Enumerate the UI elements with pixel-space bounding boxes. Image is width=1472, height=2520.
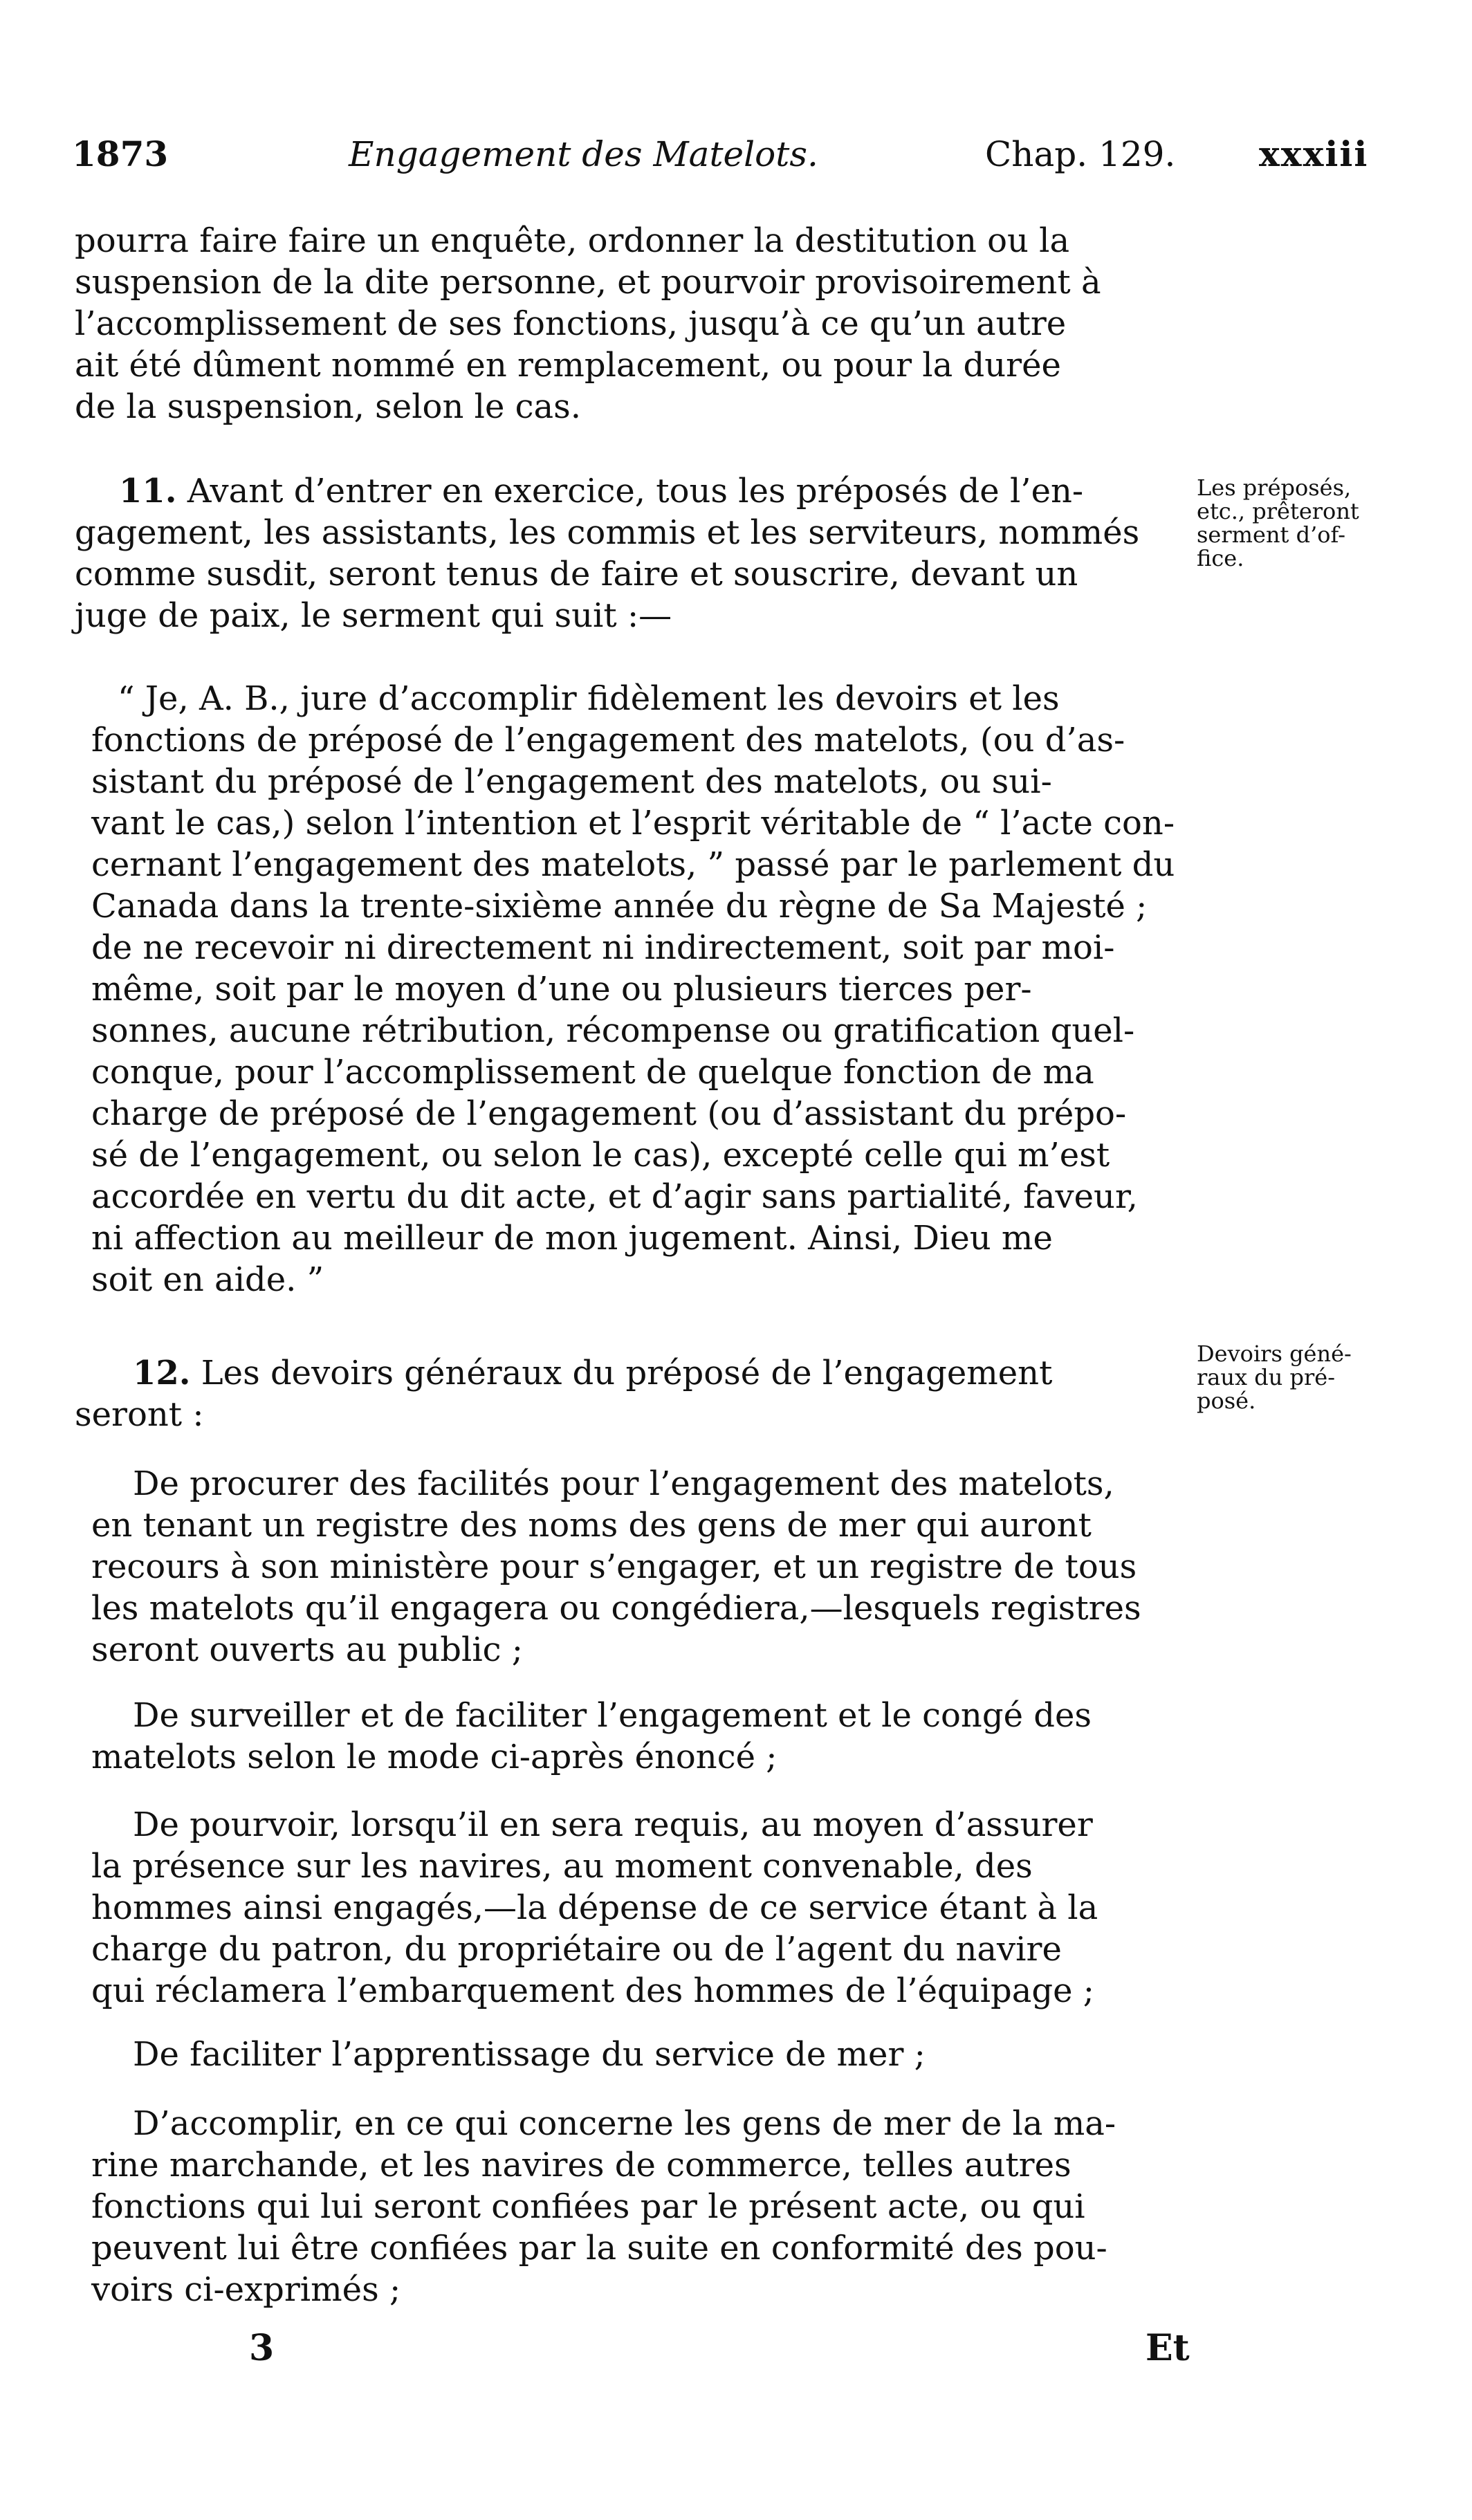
text-line: de la suspension, selon le cas. — [75, 387, 582, 426]
margin-line: fice. — [1197, 545, 1244, 571]
margin-line: serment d’of- — [1197, 522, 1346, 548]
text-line: de ne recevoir ni directement ni indirectement, soit par moi- — [91, 928, 1115, 967]
duty-paragraph-3 — [91, 1804, 1184, 2012]
text-line — [91, 2103, 1184, 2144]
margin-note-section-11 — [1197, 476, 1446, 570]
section-12 — [75, 1352, 1181, 1435]
text-line: sonnes, aucune rétribution, récompense ou gratification quel- — [91, 1011, 1135, 1050]
text-line: hommes ainsi engagés,—la dépense de ce service étant à la — [91, 1888, 1098, 1927]
text-line: conque, pour l’accomplissement de quelque fonction de ma — [91, 1053, 1094, 1092]
text-line: juge de paix, le serment qui suit :— — [75, 596, 672, 635]
text-line: seront : — [75, 1395, 204, 1434]
text-line — [91, 678, 1184, 719]
header-page-number: xxxiii — [1259, 134, 1369, 174]
duty-paragraph-1 — [91, 1463, 1184, 1671]
text-line: en tenant un registre des noms des gens de mer qui auront — [91, 1506, 1092, 1545]
text-line: pourra faire faire un enquête, ordonner la destitution ou la — [75, 221, 1070, 260]
duty-paragraph-4 — [91, 2034, 1184, 2075]
text-line: rine marchande, et les navires de commerce, telles autres — [91, 2146, 1071, 2185]
text-line: qui réclamera l’embarquement des hommes de l’équipage ; — [91, 1971, 1094, 2010]
text-line: gagement, les assistants, les commis et les serviteurs, nommés — [75, 513, 1140, 552]
section-number: 12. — [133, 1354, 191, 1392]
text-line: vant le cas,) selon l’intention et l’esprit véritable de “ l’acte con- — [91, 804, 1175, 843]
text-line: sé de l’engagement, ou selon le cas), excepté celle qui m’est — [91, 1136, 1110, 1175]
duty-line: De surveiller et de faciliter l’engagement et le congé des — [133, 1696, 1092, 1735]
text-line: ni affection au meilleur de mon jugement. Ainsi, Dieu me — [91, 1219, 1053, 1258]
margin-note-section-12 — [1197, 1342, 1446, 1413]
text-line — [91, 1804, 1184, 1846]
paragraph-intro — [75, 220, 1181, 427]
section-number: 11. — [119, 472, 177, 511]
catchword: Et — [1146, 2327, 1190, 2369]
header-title: Engagement des Matelots. — [349, 134, 818, 174]
text-line: accordée en vertu du dit acte, et d’agir sans partialité, faveur, — [91, 1177, 1138, 1216]
text-line: charge du patron, du propriétaire ou de l’agent du navire — [91, 1930, 1062, 1969]
section-text: Les devoirs généraux du préposé de l’engagement — [201, 1354, 1053, 1392]
duty-line: De faciliter l’apprentissage du service de mer ; — [133, 2035, 926, 2074]
text-line: fonctions qui lui seront confiées par le présent acte, ou qui — [91, 2187, 1085, 2226]
text-line — [75, 470, 1181, 512]
header-chapter: Chap. 129. — [985, 134, 1176, 174]
text-line: peuvent lui être confiées par la suite en conformité des pou- — [91, 2229, 1107, 2268]
text-line: fonctions de préposé de l’engagement des matelots, (ou d’as- — [91, 721, 1125, 760]
header-year: 1873 — [72, 134, 169, 174]
signature-mark: 3 — [249, 2327, 275, 2369]
oath-quote — [91, 678, 1184, 1300]
text-line: voirs ci-exprimés ; — [91, 2270, 401, 2309]
text-line — [91, 1695, 1184, 1736]
text-line: cernant l’engagement des matelots, ” passé par le parlement du — [91, 845, 1175, 884]
duty-paragraph-5 — [91, 2103, 1184, 2310]
text-line: charge de préposé de l’engagement (ou d’assistant du prépo- — [91, 1094, 1127, 1133]
text-line: ait été dûment nommé en remplacement, ou pour la durée — [75, 346, 1061, 385]
duty-line: D’accomplir, en ce qui concerne les gens de mer de la ma- — [133, 2104, 1116, 2143]
text-line: comme susdit, seront tenus de faire et souscrire, devant un — [75, 555, 1078, 594]
text-line: l’accomplissement de ses fonctions, jusqu’à ce qu’un autre — [75, 304, 1067, 343]
margin-line: posé. — [1197, 1388, 1256, 1414]
section-11 — [75, 470, 1181, 636]
page-footer — [0, 2324, 1472, 2373]
duty-line: De procurer des facilités pour l’engagement des matelots, — [133, 1464, 1114, 1503]
margin-line: Devoirs géné- — [1197, 1341, 1352, 1367]
margin-line: Les préposés, — [1197, 475, 1352, 501]
margin-line: etc., prêteront — [1197, 498, 1359, 524]
text-line: seront ouverts au public ; — [91, 1630, 523, 1669]
text-line: la présence sur les navires, au moment convenable, des — [91, 1847, 1033, 1886]
text-line: sistant du préposé de l’engagement des matelots, ou sui- — [91, 762, 1052, 801]
section-text: Avant d’entrer en exercice, tous les préposés de l’en- — [187, 472, 1084, 511]
text-line: matelots selon le mode ci-après énoncé ; — [91, 1738, 778, 1776]
duty-line: De pourvoir, lorsqu’il en sera requis, au moyen d’assurer — [133, 1805, 1093, 1844]
text-line: suspension de la dite personne, et pourvoir provisoirement à — [75, 263, 1101, 302]
text-line — [75, 1352, 1181, 1394]
margin-line: raux du pré- — [1197, 1364, 1335, 1390]
oath-line: “ Je, A. B., jure d’accomplir fidèlement les devoirs et les — [118, 679, 1060, 718]
text-line: les matelots qu’il engagera ou congédiera,—lesquels registres — [91, 1589, 1141, 1628]
text-line — [91, 2034, 1184, 2075]
text-line: recours à son ministère pour s’engager, et un registre de tous — [91, 1547, 1137, 1586]
text-line — [91, 1463, 1184, 1505]
text-line: même, soit par le moyen d’une ou plusieurs tierces per- — [91, 970, 1032, 1009]
duty-paragraph-2 — [91, 1695, 1184, 1778]
text-line: soit en aide. ” — [91, 1260, 324, 1299]
running-head — [72, 130, 1386, 178]
text-line: Canada dans la trente-sixième année du règne de Sa Majesté ; — [91, 887, 1148, 926]
